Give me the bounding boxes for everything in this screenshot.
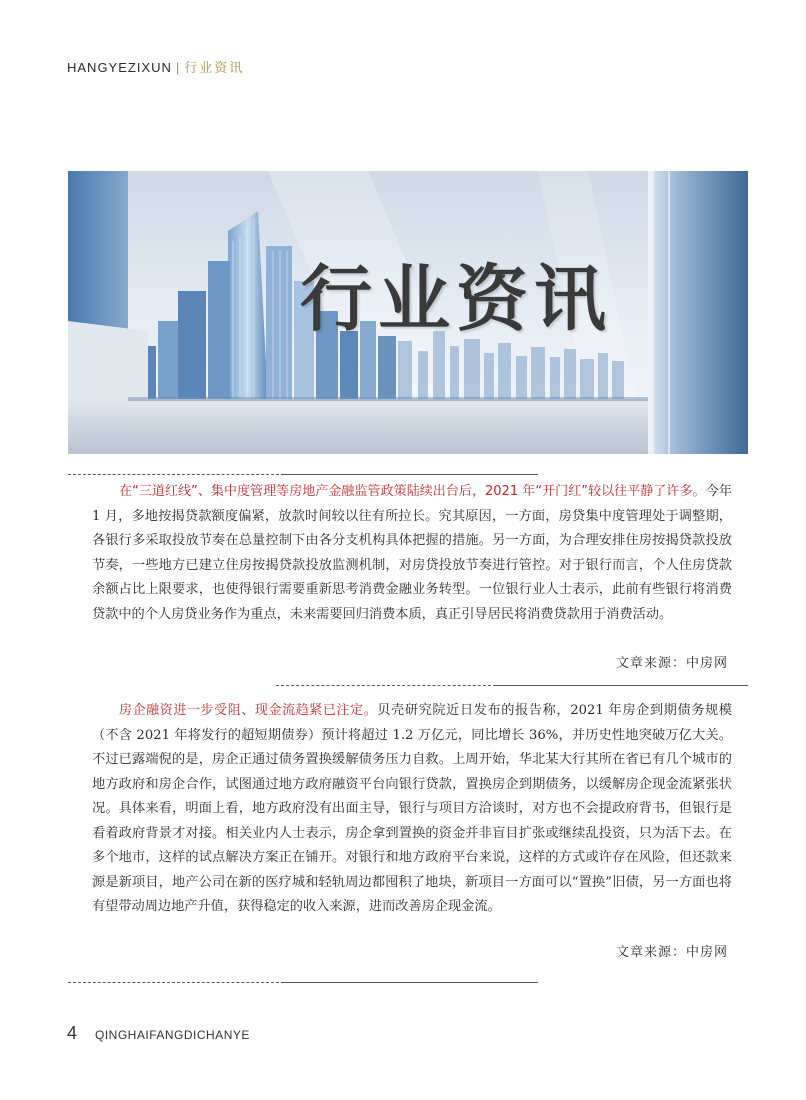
- divider-1-solid: [284, 474, 538, 475]
- divider-3-dashed: [68, 982, 284, 983]
- banner-image: [68, 171, 748, 454]
- divider-2-solid: [496, 685, 748, 686]
- banner-title: 行业资讯: [300, 256, 613, 341]
- page-header: [67, 57, 244, 76]
- divider-3-solid: [284, 982, 538, 983]
- article-2-source: 文章来源：中房网: [615, 945, 728, 960]
- article-1-body: 今年 1 月，多地按揭贷款额度偏紧，放款时间较以往有所拉长。究其原因，一方面，房贷集中度管理处于调整期，各银行多采取投放节奏在总量控制下由各分支机构具体把握的措施。另一方面，为合理安排住房按揭贷款投放节奏，一些地方已建立住房按揭贷款投放监测机制，对房贷投放节奏进行管控。对于银行而言，个人住房贷款余额占比上限要求，也使得银行需要重新思考消费金融业务转型。一位银行业人士表示，此前有些银行将消费贷款中的个人房贷业务作为重点，未来需要回归消费本质，真正引导居民将消费贷款用于消费活动。: [92, 484, 732, 622]
- article-2-lead: 房企融资进一步受阻、现金流趋紧已注定。: [119, 703, 378, 718]
- header-latin: HANGYEZIXUN: [67, 60, 172, 75]
- header-separator: |: [175, 60, 181, 75]
- header-chinese: 行业资讯: [184, 61, 245, 76]
- divider-2-dashed: [276, 685, 496, 686]
- article-1-paragraph: [92, 480, 732, 627]
- page-footer: [67, 1023, 250, 1044]
- article-2: [92, 699, 732, 920]
- article-1-source: 文章来源：中房网: [615, 656, 728, 671]
- article-1-lead: 在“三道红线”、集中度管理等房地产金融监管政策陆续出台后，2021 年“开门红”较以往平静了许多。: [119, 484, 706, 499]
- article-2-paragraph: [92, 699, 732, 920]
- divider-1-dashed: [68, 474, 284, 475]
- article-2-body: 贝壳研究院近日发布的报告称，2021 年房企到期债务规模（不含 2021 年将发行的超短期债券）预计将超过 1.2 万亿元，同比增长 36%，并历史性地突破万亿大关。不过已露端倪的是，房企正通过债务置换缓解债务压力自救。上周开始，华北某大行其所在省已有几个城市的地方政府和房企合作，试图通过地方政府融资平台向银行贷款，置换房企到期债务，以缓解房企现金流紧张状况。具体来看，明面上看，地方政府没有出面主导，银行与项目方洽谈时，对方也不会提政府背书，但银行是看着政府背景才对接。相关业内人士表示，房企拿到置换的资金并非盲目扩张或继续乱投资，只为活下去。在多个地市，这样的试点解决方案正在铺开。对银行和地方政府平台来说，这样的方式或许存在风险，但还款来源是新项目，地产公司在新的医疗城和轻轨周边都囤积了地块，新项目一方面可以“置换”旧债，另一方面也将有望带动周边地产升值，获得稳定的收入来源，进而改善房企现金流。: [92, 703, 732, 914]
- magazine-name: QINGHAIFANGDICHANYE: [95, 1028, 250, 1042]
- page-number: 4: [67, 1023, 78, 1043]
- article-1: [92, 480, 732, 627]
